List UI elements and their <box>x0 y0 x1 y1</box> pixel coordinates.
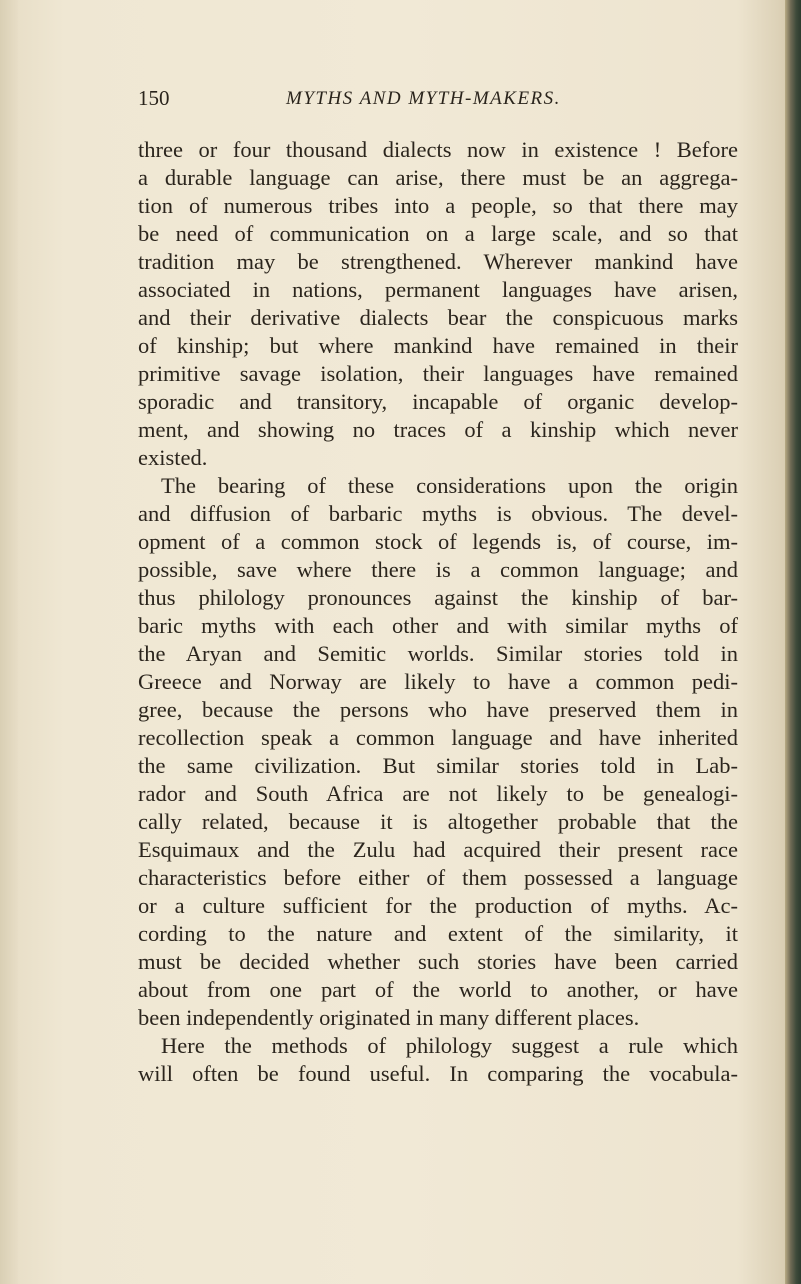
text-line: ment, and showing no traces of a kinship which never <box>138 417 738 442</box>
text-line: thus philology pronounces against the kinship of bar- <box>138 585 738 610</box>
text-line: a durable language can arise, there must be an aggrega- <box>138 165 738 190</box>
text-line: must be decided whether such stories have been carried <box>138 949 738 974</box>
text-line: about from one part of the world to another, or have <box>138 977 738 1002</box>
running-title: MYTHS AND MYTH-MAKERS. <box>286 88 561 109</box>
text-line: rador and South Africa are not likely to be genealogi- <box>138 781 738 806</box>
text-line: three or four thousand dialects now in existence ! Before <box>138 137 738 162</box>
text-line: Here the methods of philology suggest a rule which <box>161 1033 738 1058</box>
running-head <box>138 86 758 112</box>
text-line: primitive savage isolation, their languages have remained <box>138 361 738 386</box>
text-line: existed. <box>138 445 208 470</box>
text-line: Esquimaux and the Zulu had acquired their present race <box>138 837 738 862</box>
text-line: cally related, because it is altogether probable that the <box>138 809 738 834</box>
text-line: recollection speak a common language and have inherited <box>138 725 738 750</box>
page-gutter-edge <box>0 0 18 1284</box>
text-line: and diffusion of barbaric myths is obvious. The devel- <box>138 501 738 526</box>
text-line: tradition may be strengthened. Wherever mankind have <box>138 249 738 274</box>
text-line: characteristics before either of them possessed a language <box>138 865 738 890</box>
text-line: cording to the nature and extent of the similarity, it <box>138 921 738 946</box>
text-line: and their derivative dialects bear the conspicuous marks <box>138 305 738 330</box>
text-line: or a culture sufficient for the production of myths. Ac- <box>138 893 738 918</box>
text-line: the Aryan and Semitic worlds. Similar stories told in <box>138 641 738 666</box>
text-line: tion of numerous tribes into a people, so that there may <box>138 193 738 218</box>
text-line: baric myths with each other and with similar myths of <box>138 613 738 638</box>
text-line: been independently originated in many different places. <box>138 1005 640 1030</box>
page-number: 150 <box>138 86 170 110</box>
text-line: the same civilization. But similar stories told in Lab- <box>138 753 738 778</box>
text-line: sporadic and transitory, incapable of organic develop- <box>138 389 738 414</box>
text-line: will often be found useful. In comparing the vocabula- <box>138 1061 738 1086</box>
text-line: opment of a common stock of legends is, of course, im- <box>138 529 738 554</box>
body-text <box>138 136 738 1088</box>
text-line: gree, because the persons who have preserved them in <box>138 697 738 722</box>
text-line: associated in nations, permanent languages have arisen, <box>138 277 738 302</box>
page-right-edge <box>785 0 801 1284</box>
text-line: The bearing of these considerations upon the origin <box>161 473 738 498</box>
text-line: of kinship; but where mankind have remained in their <box>138 333 738 358</box>
text-line: be need of communication on a large scale, and so that <box>138 221 738 246</box>
text-line: possible, save where there is a common language; and <box>138 557 738 582</box>
text-line: Greece and Norway are likely to have a common pedi- <box>138 669 738 694</box>
